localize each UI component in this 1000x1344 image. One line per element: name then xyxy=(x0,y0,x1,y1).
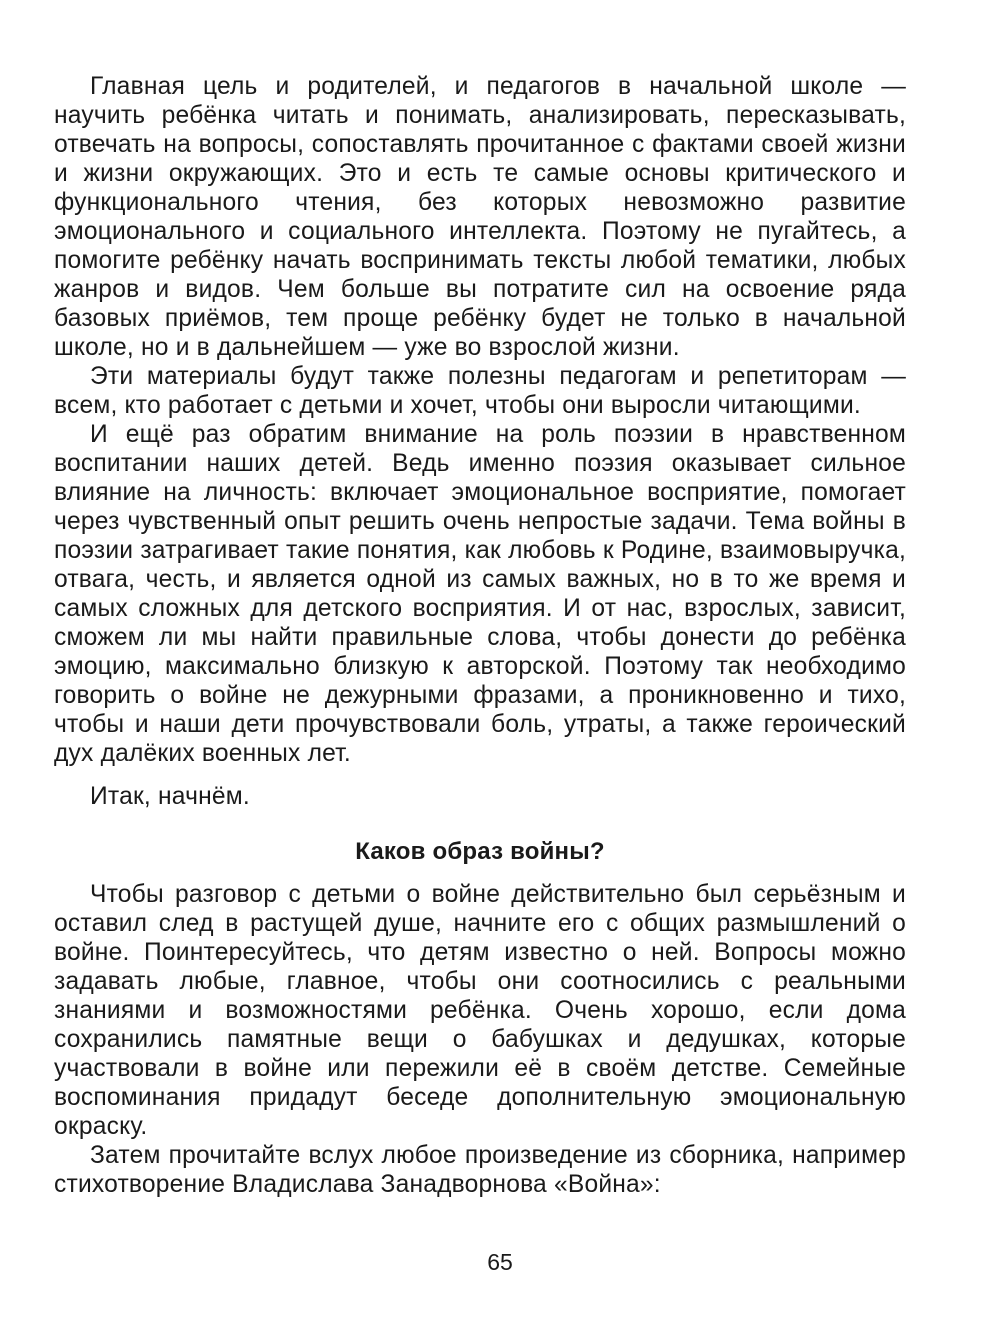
page-number: 65 xyxy=(487,1249,513,1275)
section-paragraph-read-aloud: Затем прочитайте вслух любое произведение из сборника, например стихотворение Владислава Занадворнова «Война»: xyxy=(54,1142,906,1198)
intro-paragraph-materials: Эти материалы будут также полезны педагогам и репетиторам — всем, кто работает с детьми и хочет, чтобы они выросли читающими. xyxy=(54,363,906,419)
spacer xyxy=(54,866,906,880)
section-paragraph-conversation: Чтобы разговор с детьми о войне действительно был серьёзным и оставил след в растущей душе, начните его с общих размышлений о войне. Поинтересуйтесь, что детям известно о ней. Вопросы можно задавать любые, главное, чтобы они соотносились с реальными знаниями и возможностями ребёнка. Очень хорошо, если дома сохранились памятные вещи о бабушках и дедушках, которые участвовали в войне или пережили её в своём детстве. Семейные воспоминания придадут беседе дополнительную эмоциональную окраску. xyxy=(54,881,906,1140)
closing-line: Итак, начнём. xyxy=(90,783,250,810)
intro-paragraph-main-goal: Главная цель и родителей, и педагогов в начальной школе — научить ребёнка читать и понимать, анализировать, пересказывать, отвечать на вопросы, сопоставлять прочитанное с фактами своей жизни и жизни окружающих. Это и есть те самые основы критического и функционального чтения, без которых невозможно развитие эмоционального и социального интеллекта. Поэтому не пугайтесь, а помогите ребёнку начать воспринимать тексты любой тематики, любых жанров и видов. Чем больше вы потратите сил на освоение ряда базовых приёмов, тем проще ребёнку будет не только в начальной школе, но и в дальнейшем — уже во взрослой жизни. xyxy=(54,73,906,361)
section-heading: Каков образ войны? xyxy=(355,838,605,865)
spacer xyxy=(54,811,906,837)
spacer xyxy=(54,768,906,782)
intro-paragraph-poetry: И ещё раз обратим внимание на роль поэзии в нравственном воспитании наших детей. Ведь именно поэзия оказывает сильное влияние на личность: включает эмоциональное восприятие, помогает через чувственный опыт решить очень непростые задачи. Тема войны в поэзии затрагивает такие понятия, как любовь к Родине, взаимовыручка, отвага, честь, и является одной из самых важных, но в то же время и самых сложных для детского восприятия. И от нас, взрослых, зависит, сможем ли мы найти правильные слова, чтобы донести до ребёнка эмоцию, максимально близкую к авторской. Поэтому так необходимо говорить о войне не дежурными фразами, а проникновенно и тихо, чтобы и наши дети прочувствовали боль, утраты, а также героический дух далёких военных лет. xyxy=(54,421,906,767)
page-body xyxy=(54,72,906,1199)
